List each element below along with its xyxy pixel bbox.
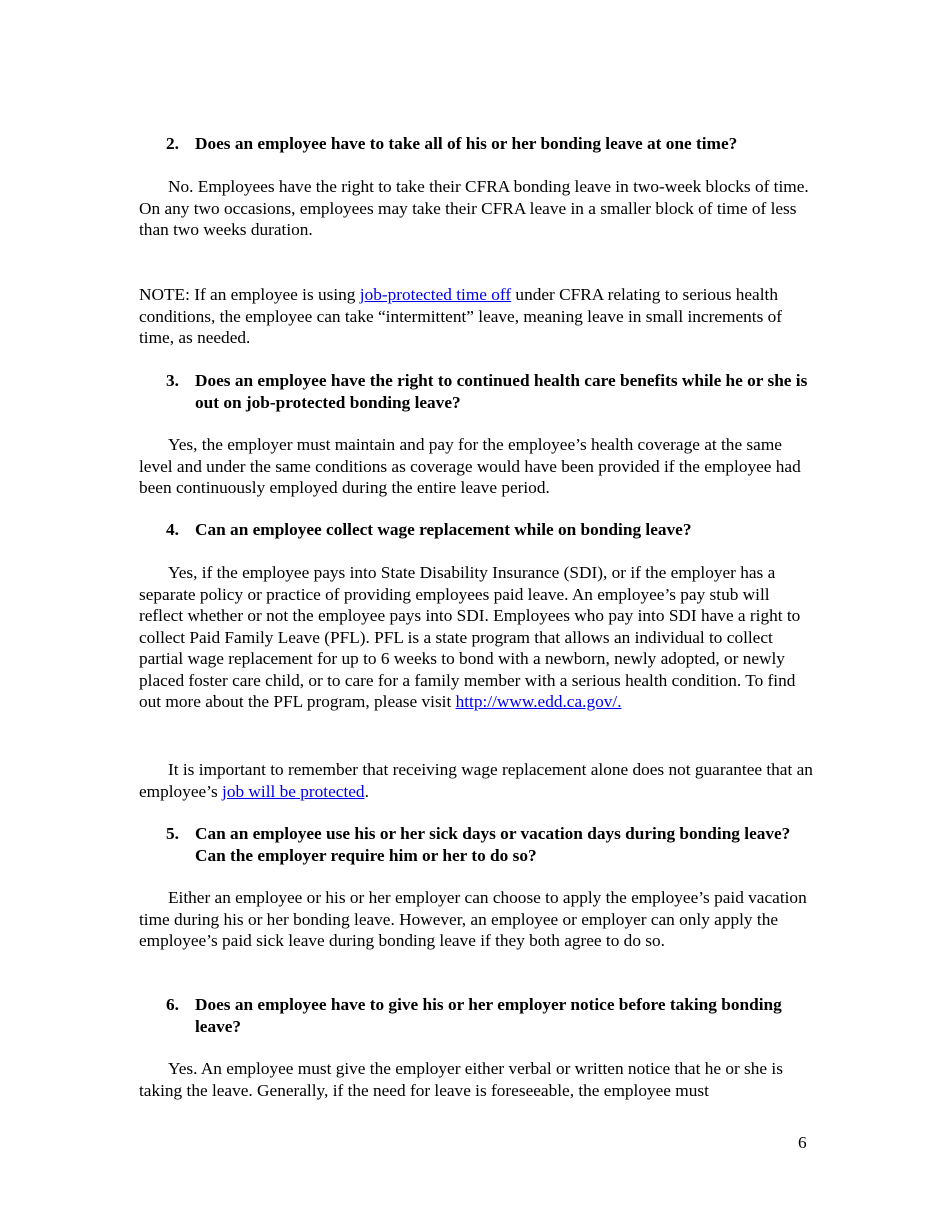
- note-text-start: NOTE: If an employee is using: [139, 285, 360, 304]
- question-number: 4.: [166, 520, 179, 539]
- answer-3-paragraph: Yes, the employer must maintain and pay for the employee’s health coverage at the same level and under the same conditions as coverage would have been provided if the employee had been continuously employed during the entire leave period.: [139, 435, 801, 497]
- question-text: Can an employee use his or her sick days or vacation days during bonding leave? Can the employer require him or her to do so?: [195, 824, 791, 865]
- answer-6-paragraph: Yes. An employee must give the employer either verbal or written notice that he or she is taking the leave. Generally, if the need for leave is foreseeable, the employee must: [139, 1059, 783, 1100]
- question-text: Does an employee have to take all of his or her bonding leave at one time?: [195, 134, 738, 153]
- question-number: 6.: [166, 995, 179, 1014]
- question-5-heading: [166, 823, 816, 866]
- question-text: Does an employee have the right to continued health care benefits while he or she is out on job-protected bonding leave?: [195, 371, 808, 412]
- question-3-heading: [166, 370, 816, 413]
- answer-4-followup-end: .: [364, 781, 369, 801]
- question-number: 2.: [166, 134, 179, 153]
- job-will-be-protected-link[interactable]: job will be protected: [222, 781, 365, 801]
- answer-4-followup-text: It is important to remember that receiving wage replacement alone does not guarantee that an employee’s: [139, 760, 813, 801]
- note-text-end: under CFRA relating to serious health conditions, the employee can take “intermittent” leave, meaning leave in small increments of time, as needed.: [139, 285, 783, 347]
- job-protected-time-off-link[interactable]: job-protected time off: [359, 285, 512, 304]
- question-6-heading: [166, 994, 816, 1037]
- note-paragraph: [139, 284, 815, 349]
- answer-2-paragraph: No. Employees have the right to take their CFRA bonding leave in two-week blocks of time. On any two occasions, employees may take their CFRA leave in a smaller block of time of less than two weeks duration.: [139, 177, 809, 239]
- question-text: Can an employee collect wage replacement while on bonding leave?: [195, 520, 692, 539]
- question-4-heading: [166, 519, 816, 541]
- answer-5-paragraph: Either an employee or his or her employer can choose to apply the employee’s paid vacation time during his or her bonding leave. However, an employee or employer can only apply the employee’s paid sick leave during bonding leave if they both agree to do so.: [139, 888, 807, 950]
- question-2-heading: [166, 133, 816, 155]
- answer-4-paragraph: [139, 562, 815, 713]
- answer-4-text: Yes, if the employee pays into State Disability Insurance (SDI), or if the employer has a separate policy or practice of providing employees paid leave. An employee’s pay stub will reflect whether or not the employee pays into SDI. Employees who pay into SDI have a right to collect Paid Family Leave (PFL). PFL is a state program that allows an individual to collect partial wage replacement for up to 6 weeks to bond with a newborn, newly adopted, or newly placed foster care child, or to care for a family member with a serious health condition. To find out more about the PFL program, please visit: [139, 563, 801, 711]
- question-number: 3.: [166, 371, 179, 390]
- answer-4-followup-paragraph: [139, 759, 815, 802]
- edd-website-link[interactable]: http://www.edd.ca.gov/.: [455, 692, 622, 711]
- question-number: 5.: [166, 824, 179, 843]
- page-number: 6: [798, 1133, 807, 1152]
- question-text: Does an employee have to give his or her employer notice before taking bonding leave?: [195, 995, 782, 1036]
